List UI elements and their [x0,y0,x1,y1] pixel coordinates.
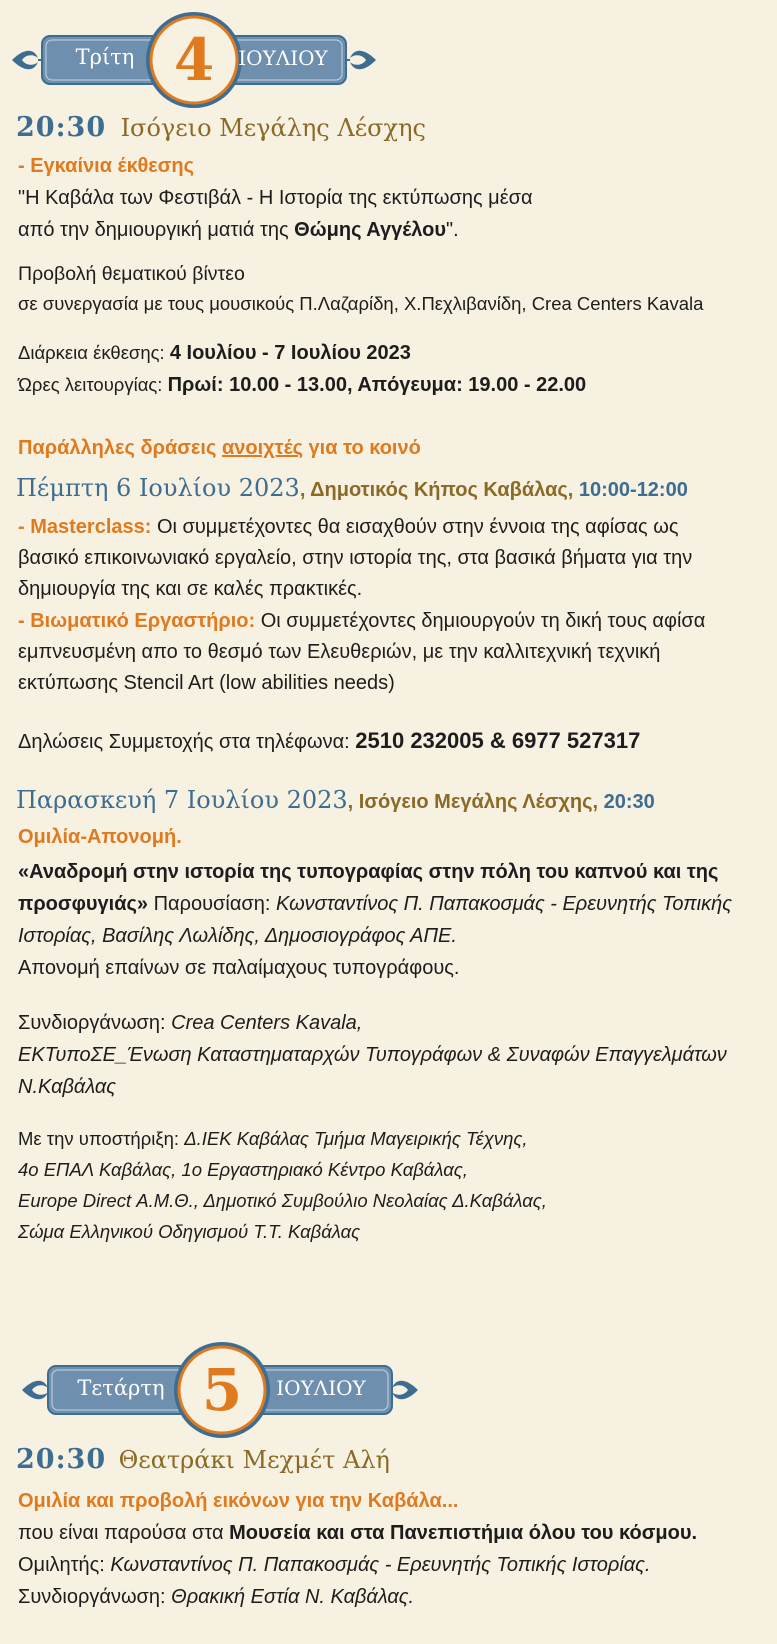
banner-day-number: 5 [201,1356,243,1424]
friday-heading [16,786,655,814]
hours-line [18,374,586,397]
date-banner-day2 [18,1338,422,1446]
speaker-value: Κωνσταντίνος Π. Παπακοσμάς - Ερευνητής Τοπικής Ιστορίας. [110,1554,651,1576]
parallel-heading-a: Παράλληλες δράσεις [18,437,222,459]
date-banner-day1 [8,8,380,116]
thursday-heading [16,474,688,502]
masterclass-line1 [18,516,679,539]
coorg-label: Συνδιοργάνωση: [18,1012,172,1034]
workshop-line1 [18,610,705,633]
hours-label: Ώρες λειτουργίας: [18,374,168,395]
masterclass-line3: δημιουργία της και σε καλές πρακτικές. [18,578,363,600]
duration-label: Διάρκεια έκθεσης: [18,342,170,363]
support-line3: Europe Direct Α.Μ.Θ., Δημοτικό Συμβούλιο Νεολαίας Δ.Καβάλας, [18,1190,547,1211]
day2-coorg-label: Συνδιοργάνωση: [18,1586,172,1608]
workshop-text: Οι συμμετέχοντες δημιουργούν τη δική τους αφίσα [255,610,706,632]
duration-value: 4 Ιουλίου - 7 Ιουλίου 2023 [169,342,411,364]
banner-month: ΙΟΥΛΙΟΥ [238,46,328,70]
parallel-heading [18,437,421,460]
speaker-label: Ομιλητής: [18,1554,111,1576]
talk-line1: «Αναδρομή στην ιστορία της τυπογραφίας στην πόλη του καπνού και της [18,861,719,883]
support-line4: Σώμα Ελληνικού Οδηγισμού Τ.Τ. Καβάλας [18,1221,361,1242]
workshop-label: - Βιωματικό Εργαστήριο: [18,610,256,632]
video-line: Προβολή θεματικού βίντεο [18,263,245,285]
exhibition-title-text: από την δημιουργική ματιά της [18,219,295,241]
exhibition-title-line2 [18,219,459,242]
artist-name: Θώμης Αγγέλου [294,219,446,241]
event-venue-day2: Θεατράκι Μεχμέτ Αλή [118,1446,390,1474]
presenter: Κωνσταντίνος Π. Παπακοσμάς - Ερευνητής Τοπικής [275,893,732,915]
workshop-line3: εκτύπωσης Stencil Art (low abilities needs) [18,672,395,694]
masterclass-label: - Masterclass: [18,516,152,538]
duration-line [18,342,411,365]
support-line2: 4ο ΕΠΑΛ Καβάλας, 1ο Εργαστηριακό Κέντρο Καβάλας, [18,1159,468,1180]
day2-subtitle: Ομιλία και προβολή εικόνων για την Καβάλα... [18,1490,459,1512]
hours-value: Πρωί: 10.00 - 13.00, Απόγευμα: 19.00 - 22.00 [167,374,587,396]
coorg-value1: Crea Centers Kavala, [171,1012,363,1034]
day2-line1 [18,1522,697,1545]
banner-month: ΙΟΥΛΙΟΥ [276,1376,366,1400]
friday-subtitle: Ομιλία-Απονομή. [18,826,182,848]
phones-line [18,728,640,754]
event-venue: Ισόγειο Μεγάλης Λέσχης [120,114,426,142]
parallel-heading-c: για το κοινό [303,437,421,459]
coorg-line2: ΕΚΤυποΣΕ_Ένωση Καταστηματαρχών Τυπογράφων & Συναφών Επαγγελμάτων [18,1044,727,1066]
awards-line: Απονομή επαίνων σε παλαίμαχους τυπογράφους. [18,957,460,979]
speaker-line [18,1554,650,1577]
banner-weekday: Τετάρτη [77,1376,165,1400]
day2-coorg-line [18,1586,414,1609]
thursday-date: Πέμπτη 6 Ιουλίου 2023 [16,474,300,502]
talk-title-end: προσφυγιάς» [18,893,149,915]
parallel-heading-open: ανοιχτές [221,437,303,459]
banner-weekday: Τρίτη [75,45,135,69]
presentation-label: Παρουσίαση: [148,893,276,915]
coorg-line1 [18,1012,362,1035]
support-label: Με την υποστήριξη: [18,1128,185,1149]
banner-day-number: 4 [173,26,215,94]
talk-line2 [18,893,732,916]
workshop-line2: εμπνευσμένη απο το θεσμό των Ελευθεριών, με την καλλιτεχνική τεχνική [18,641,661,663]
friday-venue: , Ισόγειο Μεγάλης Λέσχης, [347,791,604,813]
collab-line: σε συνεργασία με τους μουσικούς Π.Λαζαρίδη, Χ.Πεχλιβανίδη, Crea Centers Kavala [18,293,704,314]
talk-line3: Ιστορίας, Βασίλης Λωλίδης, Δημοσιογράφος ΑΠΕ. [18,925,457,947]
day2-coorg-value: Θρακική Εστία Ν. Καβάλας. [171,1586,415,1608]
thursday-venue: , Δημοτικός Κήπος Καβάλας, [299,479,579,501]
day2-line1-bold: Μουσεία και στα Πανεπιστήμια όλου του κόσμου. [229,1522,698,1544]
event-time-day2: 20:30 [16,1444,107,1475]
friday-time: 20:30 [603,791,655,813]
phones-value: 2510 232005 & 6977 527317 [355,728,641,753]
coorg-line3: Ν.Καβάλας [18,1076,117,1098]
friday-date: Παρασκευή 7 Ιουλίου 2023 [16,786,348,814]
exhibition-title-line1: "Η Καβάλα των Φεστιβάλ - Η Ιστορία της εκτύπωσης μέσα [18,187,533,209]
day2-line1-text: που είναι παρούσα στα [18,1522,230,1544]
masterclass-line2: βασικό επικοινωνιακό εργαλείο, στην ιστορία της, στα βασικά βήματα για την [18,547,693,569]
thursday-time: 10:00-12:00 [578,479,688,501]
event-label: - Εγκαίνια έκθεσης [18,155,195,177]
event-time: 20:30 [16,112,107,143]
support-line1 [18,1128,528,1150]
title-end: ". [446,219,459,241]
phones-label: Δηλώσεις Συμμετοχής στα τηλέφωνα: [18,731,356,753]
support-value1: Δ.ΙΕΚ Καβάλας Τμήμα Μαγειρικής Τέχνης, [184,1128,528,1149]
masterclass-text: Οι συμμετέχοντες θα εισαχθούν στην έννοια της αφίσας ως [151,516,679,538]
